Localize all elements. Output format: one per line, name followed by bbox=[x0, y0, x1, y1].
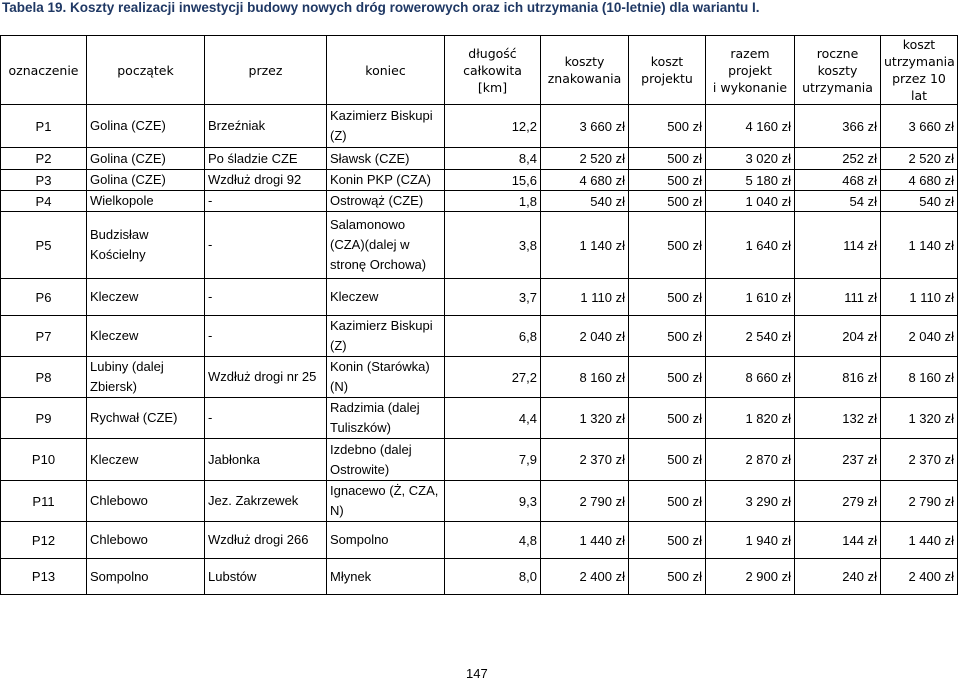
header-line: długość bbox=[468, 45, 517, 61]
cell-dlugosc: 27,2 bbox=[445, 357, 541, 398]
cell-poczatek: Kleczew bbox=[87, 279, 205, 316]
cell-utrzymanie-10: 2 370 zł bbox=[881, 439, 958, 481]
cell-razem: 5 180 zł bbox=[706, 170, 795, 191]
header-przez: przez bbox=[205, 36, 327, 105]
cell-koniec: Kleczew bbox=[327, 279, 445, 316]
table-row bbox=[1, 481, 958, 522]
cell-znakowanie: 1 140 zł bbox=[541, 212, 629, 279]
cell-projekt: 500 zł bbox=[629, 398, 706, 439]
header-row bbox=[1, 36, 958, 105]
header-dlugosc bbox=[445, 36, 541, 105]
cell-poczatek: Chlebowo bbox=[87, 481, 205, 522]
cell-poczatek: Kleczew bbox=[87, 439, 205, 481]
cell-przez: Wzdłuż drogi 266 bbox=[205, 522, 327, 559]
table-body bbox=[1, 105, 958, 595]
cell-oznaczenie: P13 bbox=[1, 559, 87, 595]
cell-poczatek: Rychwał (CZE) bbox=[87, 398, 205, 439]
table-row bbox=[1, 522, 958, 559]
cell-oznaczenie: P10 bbox=[1, 439, 87, 481]
cell-roczne: 816 zł bbox=[795, 357, 881, 398]
cell-roczne: 132 zł bbox=[795, 398, 881, 439]
cell-znakowanie: 1 440 zł bbox=[541, 522, 629, 559]
cell-koniec: Ignacewo (Ż, CZA, N) bbox=[327, 481, 445, 522]
cell-razem: 2 870 zł bbox=[706, 439, 795, 481]
cell-razem: 1 610 zł bbox=[706, 279, 795, 316]
cell-dlugosc: 4,8 bbox=[445, 522, 541, 559]
cell-roczne: 252 zł bbox=[795, 148, 881, 170]
table-row bbox=[1, 170, 958, 191]
cell-oznaczenie: P2 bbox=[1, 148, 87, 170]
cell-dlugosc: 15,6 bbox=[445, 170, 541, 191]
header-projekt bbox=[629, 36, 706, 105]
cell-poczatek: Golina (CZE) bbox=[87, 148, 205, 170]
cell-projekt: 500 zł bbox=[629, 522, 706, 559]
table-row bbox=[1, 559, 958, 595]
table-row bbox=[1, 316, 958, 357]
cell-dlugosc: 7,9 bbox=[445, 439, 541, 481]
cell-oznaczenie: P1 bbox=[1, 105, 87, 148]
header-line: projekt bbox=[728, 62, 772, 78]
cell-razem: 1 040 zł bbox=[706, 191, 795, 212]
cell-poczatek: Lubiny (dalej Zbiersk) bbox=[87, 357, 205, 398]
cell-projekt: 500 zł bbox=[629, 105, 706, 148]
cell-roczne: 204 zł bbox=[795, 316, 881, 357]
cell-dlugosc: 1,8 bbox=[445, 191, 541, 212]
cell-oznaczenie: P8 bbox=[1, 357, 87, 398]
cell-razem: 1 640 zł bbox=[706, 212, 795, 279]
cell-roczne: 240 zł bbox=[795, 559, 881, 595]
cell-koniec: Radzimia (dalej Tuliszków) bbox=[327, 398, 445, 439]
cell-razem: 3 020 zł bbox=[706, 148, 795, 170]
header-utrzymanie-10 bbox=[881, 36, 958, 105]
cell-znakowanie: 4 680 zł bbox=[541, 170, 629, 191]
cell-utrzymanie-10: 1 440 zł bbox=[881, 522, 958, 559]
cell-projekt: 500 zł bbox=[629, 212, 706, 279]
cell-utrzymanie-10: 1 140 zł bbox=[881, 212, 958, 279]
cell-oznaczenie: P7 bbox=[1, 316, 87, 357]
cell-przez: - bbox=[205, 316, 327, 357]
cell-koniec: Kazimierz Biskupi (Z) bbox=[327, 316, 445, 357]
cell-znakowanie: 1 320 zł bbox=[541, 398, 629, 439]
cell-projekt: 500 zł bbox=[629, 316, 706, 357]
header-znakowanie bbox=[541, 36, 629, 105]
cell-oznaczenie: P6 bbox=[1, 279, 87, 316]
cell-oznaczenie: P11 bbox=[1, 481, 87, 522]
cell-dlugosc: 3,7 bbox=[445, 279, 541, 316]
cell-koniec: Izdebno (dalej Ostrowite) bbox=[327, 439, 445, 481]
cell-przez: - bbox=[205, 279, 327, 316]
table-row bbox=[1, 398, 958, 439]
table-row bbox=[1, 191, 958, 212]
cell-dlugosc: 8,0 bbox=[445, 559, 541, 595]
table-row bbox=[1, 439, 958, 481]
header-line: koszt bbox=[902, 37, 936, 52]
cell-poczatek: Golina (CZE) bbox=[87, 105, 205, 148]
page-number: 147 bbox=[466, 666, 488, 681]
cell-przez: Jabłonka bbox=[205, 439, 327, 481]
cell-oznaczenie: P4 bbox=[1, 191, 87, 212]
header-line: koszty bbox=[564, 54, 605, 69]
cell-koniec: Sławsk (CZE) bbox=[327, 148, 445, 170]
cell-poczatek: Wielkopole bbox=[87, 191, 205, 212]
table-row bbox=[1, 357, 958, 398]
cell-projekt: 500 zł bbox=[629, 279, 706, 316]
cell-przez: Brzeźniak bbox=[205, 105, 327, 148]
cell-przez: Wzdłuż drogi nr 25 bbox=[205, 357, 327, 398]
cell-dlugosc: 3,8 bbox=[445, 212, 541, 279]
header-line: znakowania bbox=[547, 71, 622, 86]
cell-poczatek: Golina (CZE) bbox=[87, 170, 205, 191]
cell-koniec: Ostrowąż (CZE) bbox=[327, 191, 445, 212]
cell-razem: 1 940 zł bbox=[706, 522, 795, 559]
table-row bbox=[1, 279, 958, 316]
cell-utrzymanie-10: 1 320 zł bbox=[881, 398, 958, 439]
cell-koniec: Konin PKP (CZA) bbox=[327, 170, 445, 191]
cell-utrzymanie-10: 540 zł bbox=[881, 191, 958, 212]
cell-projekt: 500 zł bbox=[629, 559, 706, 595]
header-line: całkowita bbox=[463, 62, 522, 78]
cell-projekt: 500 zł bbox=[629, 191, 706, 212]
header-line: koszty bbox=[817, 62, 858, 78]
cell-poczatek: Chlebowo bbox=[87, 522, 205, 559]
cell-koniec: Młynek bbox=[327, 559, 445, 595]
cell-projekt: 500 zł bbox=[629, 170, 706, 191]
header-line: razem bbox=[730, 45, 770, 61]
cell-razem: 1 820 zł bbox=[706, 398, 795, 439]
cell-koniec: Sompolno bbox=[327, 522, 445, 559]
cell-znakowanie: 8 160 zł bbox=[541, 357, 629, 398]
cell-znakowanie: 2 040 zł bbox=[541, 316, 629, 357]
cell-przez: - bbox=[205, 212, 327, 279]
header-line: i wykonanie bbox=[712, 79, 788, 95]
table-header bbox=[1, 36, 958, 105]
cell-oznaczenie: P5 bbox=[1, 212, 87, 279]
header-line: projektu bbox=[641, 71, 693, 86]
cell-roczne: 111 zł bbox=[795, 279, 881, 316]
cell-dlugosc: 9,3 bbox=[445, 481, 541, 522]
cell-znakowanie: 2 400 zł bbox=[541, 559, 629, 595]
header-line: utrzymania bbox=[884, 54, 955, 69]
cell-utrzymanie-10: 2 790 zł bbox=[881, 481, 958, 522]
cell-razem: 2 900 zł bbox=[706, 559, 795, 595]
cell-dlugosc: 6,8 bbox=[445, 316, 541, 357]
cell-poczatek: Sompolno bbox=[87, 559, 205, 595]
cell-znakowanie: 2 370 zł bbox=[541, 439, 629, 481]
cell-roczne: 468 zł bbox=[795, 170, 881, 191]
cell-poczatek: Kleczew bbox=[87, 316, 205, 357]
header-razem bbox=[706, 36, 795, 105]
cell-utrzymanie-10: 1 110 zł bbox=[881, 279, 958, 316]
cell-roczne: 237 zł bbox=[795, 439, 881, 481]
cell-projekt: 500 zł bbox=[629, 439, 706, 481]
cell-razem: 8 660 zł bbox=[706, 357, 795, 398]
header-line: [km] bbox=[477, 79, 508, 95]
cell-roczne: 279 zł bbox=[795, 481, 881, 522]
cell-znakowanie: 3 660 zł bbox=[541, 105, 629, 148]
cell-znakowanie: 540 zł bbox=[541, 191, 629, 212]
header-roczne bbox=[795, 36, 881, 105]
header-koniec: koniec bbox=[327, 36, 445, 105]
cell-razem: 3 290 zł bbox=[706, 481, 795, 522]
cell-utrzymanie-10: 3 660 zł bbox=[881, 105, 958, 148]
cell-utrzymanie-10: 8 160 zł bbox=[881, 357, 958, 398]
cell-przez: Wzdłuż drogi 92 bbox=[205, 170, 327, 191]
header-line: utrzymania bbox=[802, 79, 873, 95]
cell-projekt: 500 zł bbox=[629, 148, 706, 170]
cell-znakowanie: 2 790 zł bbox=[541, 481, 629, 522]
cell-oznaczenie: P9 bbox=[1, 398, 87, 439]
header-line: koszt bbox=[650, 54, 684, 69]
cell-projekt: 500 zł bbox=[629, 481, 706, 522]
table-caption: Tabela 19. Koszty realizacji inwestycji budowy nowych dróg rowerowych oraz ich utrzymania (10-letnie) dla wariantu I. bbox=[2, 0, 760, 15]
cell-koniec: Kazimierz Biskupi (Z) bbox=[327, 105, 445, 148]
cell-przez: - bbox=[205, 191, 327, 212]
cell-dlugosc: 12,2 bbox=[445, 105, 541, 148]
header-line: przez 10 lat bbox=[892, 71, 946, 103]
cell-dlugosc: 8,4 bbox=[445, 148, 541, 170]
table-row bbox=[1, 105, 958, 148]
cell-utrzymanie-10: 2 400 zł bbox=[881, 559, 958, 595]
cell-dlugosc: 4,4 bbox=[445, 398, 541, 439]
cell-roczne: 114 zł bbox=[795, 212, 881, 279]
cell-znakowanie: 1 110 zł bbox=[541, 279, 629, 316]
cell-przez: - bbox=[205, 398, 327, 439]
cell-poczatek: Budzisław Kościelny bbox=[87, 212, 205, 279]
cell-koniec: Konin (Starówka) (N) bbox=[327, 357, 445, 398]
cell-znakowanie: 2 520 zł bbox=[541, 148, 629, 170]
cell-przez: Lubstów bbox=[205, 559, 327, 595]
cell-roczne: 144 zł bbox=[795, 522, 881, 559]
cell-projekt: 500 zł bbox=[629, 357, 706, 398]
cell-roczne: 366 zł bbox=[795, 105, 881, 148]
header-oznaczenie: oznaczenie bbox=[1, 36, 87, 105]
table-row bbox=[1, 212, 958, 279]
cell-przez: Po śladzie CZE bbox=[205, 148, 327, 170]
cell-roczne: 54 zł bbox=[795, 191, 881, 212]
header-line: roczne bbox=[816, 45, 859, 61]
cell-utrzymanie-10: 2 040 zł bbox=[881, 316, 958, 357]
cell-przez: Jez. Zakrzewek bbox=[205, 481, 327, 522]
cell-razem: 4 160 zł bbox=[706, 105, 795, 148]
cell-oznaczenie: P12 bbox=[1, 522, 87, 559]
table-row bbox=[1, 148, 958, 170]
cell-oznaczenie: P3 bbox=[1, 170, 87, 191]
cell-razem: 2 540 zł bbox=[706, 316, 795, 357]
cell-utrzymanie-10: 2 520 zł bbox=[881, 148, 958, 170]
header-poczatek: początek bbox=[87, 36, 205, 105]
cost-table bbox=[0, 35, 958, 595]
cell-utrzymanie-10: 4 680 zł bbox=[881, 170, 958, 191]
cell-koniec: Salamonowo (CZA)(dalej w stronę Orchowa) bbox=[327, 212, 445, 279]
